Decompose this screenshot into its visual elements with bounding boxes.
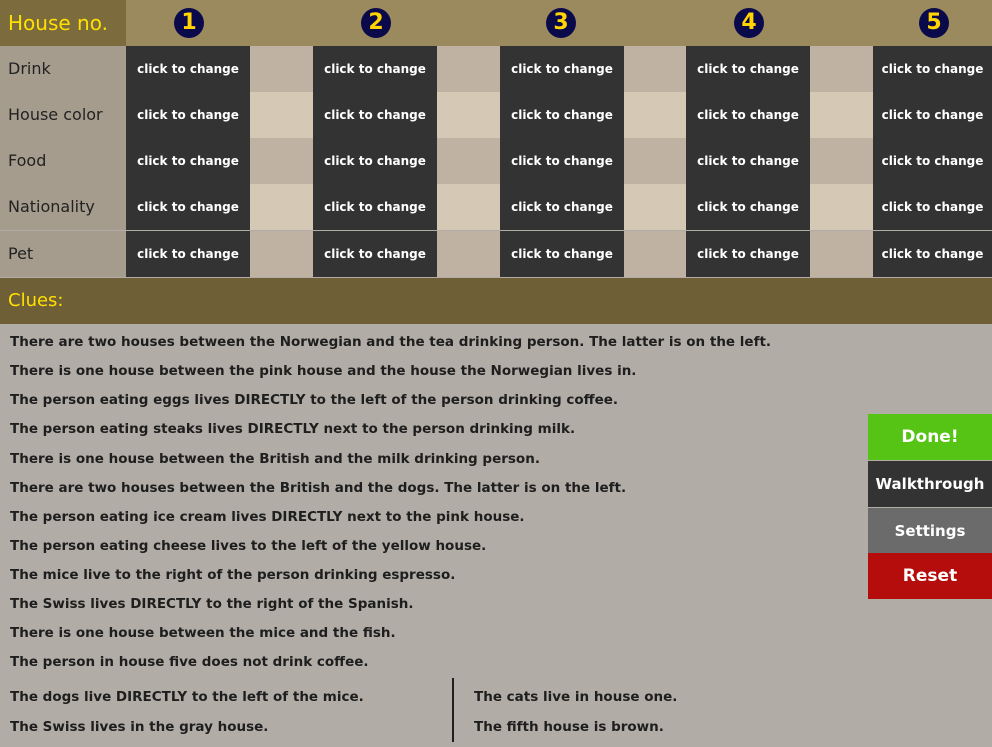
food-house-1-cell[interactable]: click to change [126,138,250,184]
house-5-number-badge: 5 [919,8,949,38]
food-house-4-cell[interactable]: click to change [686,138,810,184]
clue-item: There are two houses between the British and the dogs. The latter is on the left. [10,480,627,496]
house-3-number-badge: 3 [546,8,576,38]
pet-label: Pet [0,231,126,277]
food-label: Food [0,138,126,184]
house-4-number-badge: 4 [734,8,764,38]
house-color-house-5-cell[interactable]: click to change [873,92,992,138]
clues-column-divider [452,678,454,742]
clue-item: The Swiss lives in the gray house. [10,719,269,735]
house-color-house-4-cell[interactable]: click to change [686,92,810,138]
clue-item: The person eating cheese lives to the left of the yellow house. [10,538,487,554]
clue-item: The person eating steaks lives DIRECTLY next to the person drinking milk. [10,421,576,437]
clue-item: The person eating ice cream lives DIRECTLY next to the pink house. [10,509,525,525]
clue-item: There is one house between the mice and the fish. [10,625,396,641]
drink-house-2-cell[interactable]: click to change [313,46,437,92]
drink-house-1-cell[interactable]: click to change [126,46,250,92]
clue-item: The dogs live DIRECTLY to the left of the mice. [10,689,364,705]
nationality-house-4-cell[interactable]: click to change [686,184,810,230]
settings-button[interactable]: Settings [868,508,992,554]
food-row [0,138,992,184]
pet-house-2-cell[interactable]: click to change [313,231,437,277]
pet-house-5-cell[interactable]: click to change [873,231,992,277]
walkthrough-button[interactable]: Walkthrough [868,461,992,507]
house-1-number-badge: 1 [174,8,204,38]
house-2-number-badge: 2 [361,8,391,38]
house-number-header [0,0,992,46]
nationality-row [0,184,992,230]
clue-item: The Swiss lives DIRECTLY to the right of the Spanish. [10,596,414,612]
clue-item: There is one house between the British and the milk drinking person. [10,451,540,467]
pet-house-4-cell[interactable]: click to change [686,231,810,277]
house-color-row [0,92,992,138]
pet-house-1-cell[interactable]: click to change [126,231,250,277]
nationality-label: Nationality [0,184,126,230]
clue-item: The cats live in house one. [474,689,678,705]
drink-row [0,46,992,92]
nationality-house-5-cell[interactable]: click to change [873,184,992,230]
food-house-2-cell[interactable]: click to change [313,138,437,184]
clue-item: The fifth house is brown. [474,719,664,735]
house-color-house-3-cell[interactable]: click to change [500,92,624,138]
house-color-label: House color [0,92,126,138]
clue-item: The mice live to the right of the person drinking espresso. [10,567,456,583]
drink-label: Drink [0,46,126,92]
drink-house-5-cell[interactable]: click to change [873,46,992,92]
food-house-5-cell[interactable]: click to change [873,138,992,184]
done-button[interactable]: Done! [868,414,992,460]
drink-house-3-cell[interactable]: click to change [500,46,624,92]
drink-house-4-cell[interactable]: click to change [686,46,810,92]
clue-item: There are two houses between the Norwegian and the tea drinking person. The latter is on the left. [10,334,772,350]
nationality-house-3-cell[interactable]: click to change [500,184,624,230]
clue-item: The person in house five does not drink coffee. [10,654,369,670]
reset-button[interactable]: Reset [868,553,992,599]
house-color-house-2-cell[interactable]: click to change [313,92,437,138]
clues-header: Clues: [0,278,992,324]
nationality-house-2-cell[interactable]: click to change [313,184,437,230]
food-house-3-cell[interactable]: click to change [500,138,624,184]
house-color-house-1-cell[interactable]: click to change [126,92,250,138]
pet-house-3-cell[interactable]: click to change [500,231,624,277]
clue-item: The person eating eggs lives DIRECTLY to the left of the person drinking coffee. [10,392,619,408]
clue-item: There is one house between the pink house and the house the Norwegian lives in. [10,363,637,379]
house-number-label: House no. [0,0,126,46]
pet-row [0,231,992,277]
nationality-house-1-cell[interactable]: click to change [126,184,250,230]
